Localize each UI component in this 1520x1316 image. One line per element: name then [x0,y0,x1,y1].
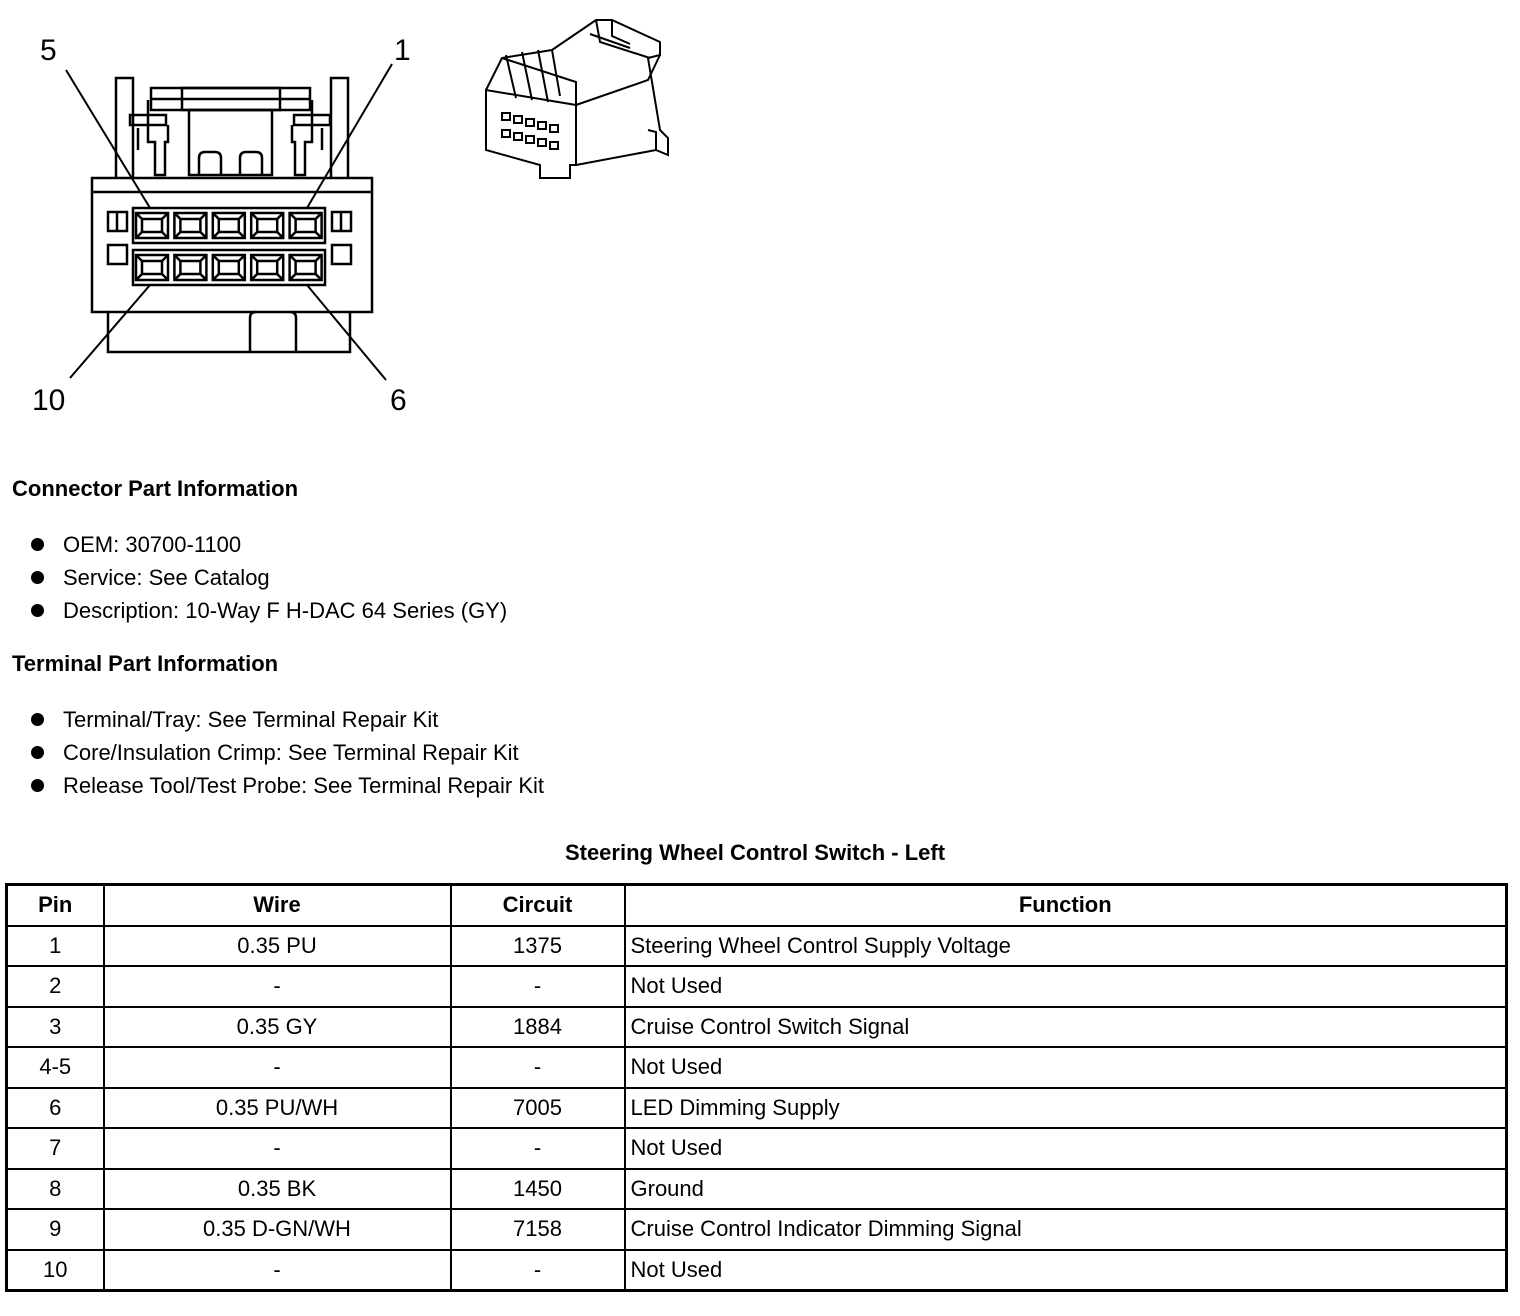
cell-function: Cruise Control Switch Signal [625,1007,1507,1048]
cell-function: Steering Wheel Control Supply Voltage [625,926,1507,967]
cell-pin: 7 [7,1128,104,1169]
table-row [7,1209,1507,1250]
cell-wire: 0.35 PU/WH [104,1088,451,1129]
table-row [7,1250,1507,1291]
cell-circuit: - [451,1047,625,1088]
header-function: Function [625,885,1507,926]
list-item [30,594,507,627]
terminal-cavity-inner [180,219,200,232]
cell-function: Cruise Control Indicator Dimming Signal [625,1209,1507,1250]
isometric-cavity [526,119,534,126]
connector-info-title: Connector Part Information [12,476,299,501]
cell-wire: - [104,1250,451,1291]
cell-circuit: - [451,1250,625,1291]
terminal-info-list [30,703,544,802]
bullet-icon [31,538,44,551]
cell-circuit: 1450 [451,1169,625,1210]
pin-label-6: 6 [390,384,407,417]
cell-circuit: - [451,966,625,1007]
list-item-text: OEM: 30700-1100 [63,531,242,557]
cell-pin: 1 [7,926,104,967]
cell-function: Not Used [625,1250,1507,1291]
terminal-cavity-inner [296,261,316,274]
cell-wire: - [104,1128,451,1169]
bullet-icon [31,713,44,726]
list-item-text: Terminal/Tray: See Terminal Repair Kit [63,706,439,732]
cell-circuit: 7005 [451,1088,625,1129]
cell-pin: 8 [7,1169,104,1210]
list-item [30,736,544,769]
connector-info-list [30,528,507,627]
header-wire: Wire [104,885,451,926]
isometric-cavity [526,136,534,143]
terminal-cavity-inner [219,261,239,274]
cell-pin: 9 [7,1209,104,1250]
cell-function: LED Dimming Supply [625,1088,1507,1129]
table-title: Steering Wheel Control Switch - Left [564,840,946,865]
isometric-cavity [538,122,546,129]
list-item-text: Service: See Catalog [63,564,270,590]
cell-wire: - [104,966,451,1007]
table-row [7,966,1507,1007]
isometric-cavity [538,139,546,146]
header-circuit: Circuit [451,885,625,926]
cell-wire: - [104,1047,451,1088]
table-row [7,1047,1507,1088]
cell-pin: 4-5 [7,1047,104,1088]
cell-wire: 0.35 GY [104,1007,451,1048]
table-header-row [7,885,1507,926]
terminal-cavity-inner [142,261,162,274]
table-row [7,1169,1507,1210]
list-item [30,769,544,802]
pin-table [5,883,1508,1292]
cell-circuit: 1884 [451,1007,625,1048]
list-item [30,528,507,561]
table-row [7,1128,1507,1169]
connector-diagram [0,0,700,440]
table-row [7,1088,1507,1129]
bullet-icon [31,571,44,584]
cell-wire: 0.35 D-GN/WH [104,1209,451,1250]
table-row [7,926,1507,967]
cell-function: Not Used [625,1128,1507,1169]
terminal-cavity-inner [142,219,162,232]
cell-wire: 0.35 BK [104,1169,451,1210]
cell-wire: 0.35 PU [104,926,451,967]
cell-function: Not Used [625,1047,1507,1088]
cell-circuit: - [451,1128,625,1169]
cell-circuit: 7158 [451,1209,625,1250]
list-item-text: Core/Insulation Crimp: See Terminal Repair Kit [63,739,519,765]
cell-pin: 6 [7,1088,104,1129]
terminal-cavity-inner [296,219,316,232]
isometric-cavities [502,113,558,149]
cell-pin: 10 [7,1250,104,1291]
bullet-icon [31,779,44,792]
list-item-text: Release Tool/Test Probe: See Terminal Repair Kit [63,772,544,798]
isometric-cavity [514,116,522,123]
terminal-info-title: Terminal Part Information [12,651,279,676]
pin-label-5: 5 [40,34,57,67]
isometric-cavity [550,125,558,132]
terminal-cavity-inner [257,219,277,232]
list-item [30,703,544,736]
terminal-cavity-inner [180,261,200,274]
cell-function: Ground [625,1169,1507,1210]
bullet-icon [31,746,44,759]
cell-pin: 3 [7,1007,104,1048]
terminal-cavity-inner [257,261,277,274]
isometric-cavity [502,130,510,137]
isometric-cavity [502,113,510,120]
list-item-text: Description: 10-Way F H-DAC 64 Series (GY) [63,597,508,623]
cell-pin: 2 [7,966,104,1007]
cell-function: Not Used [625,966,1507,1007]
bullet-icon [31,604,44,617]
header-pin: Pin [7,885,104,926]
pin-label-10: 10 [32,384,66,417]
cell-circuit: 1375 [451,926,625,967]
terminal-cavity-inner [219,219,239,232]
isometric-cavity [550,142,558,149]
table-row [7,1007,1507,1048]
connector-isometric-view [486,20,668,178]
isometric-cavity [514,133,522,140]
list-item [30,561,507,594]
pin-label-1: 1 [394,34,411,67]
